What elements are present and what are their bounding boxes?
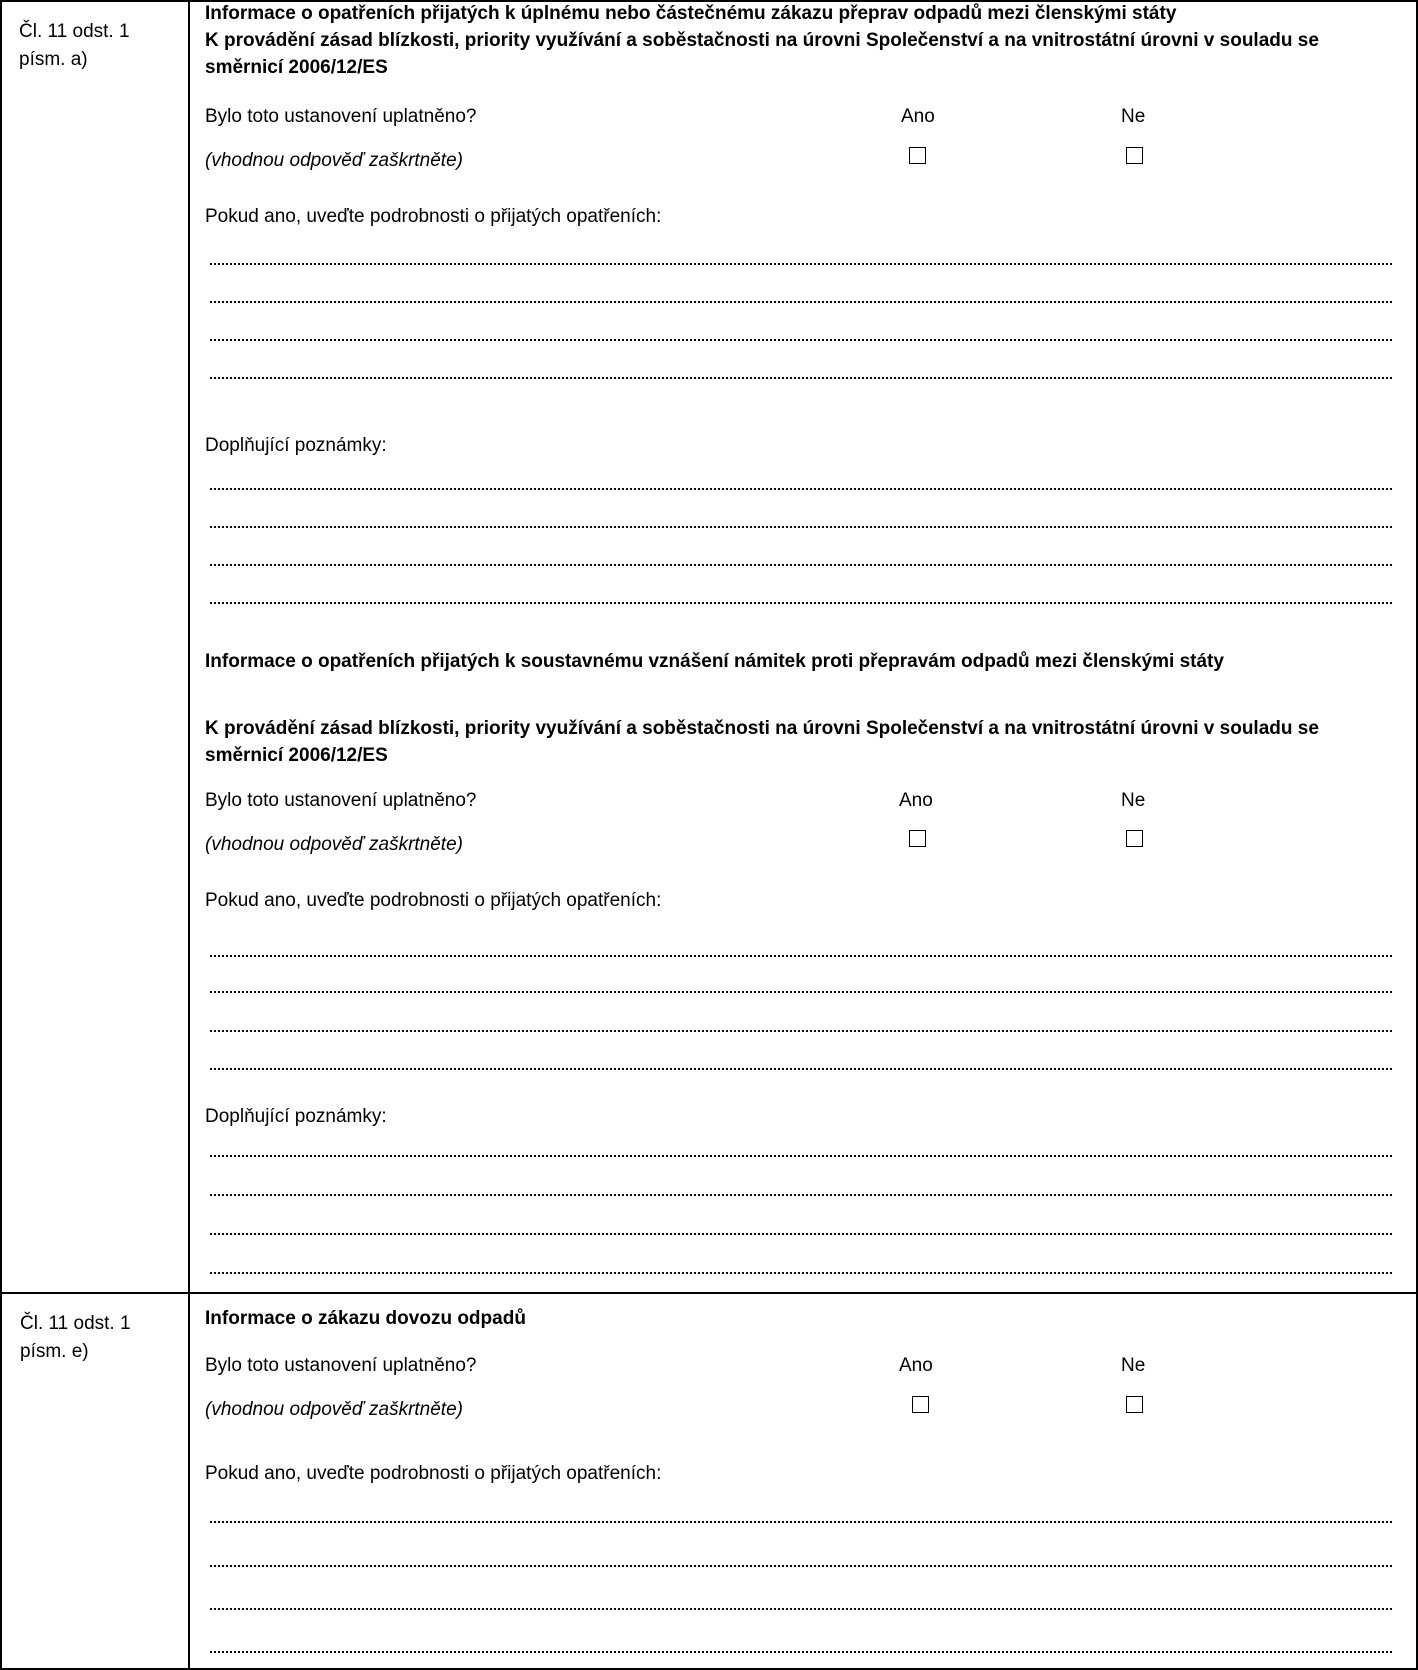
no-checkbox[interactable] bbox=[1126, 1396, 1143, 1413]
notes-label: Doplňující poznámky: bbox=[205, 1106, 387, 1127]
answer-hint: (vhodnou odpověď zaškrtněte) bbox=[205, 150, 463, 171]
applied-question: Bylo toto ustanovení uplatněno? bbox=[205, 1355, 477, 1376]
table-left-border bbox=[0, 0, 2, 1670]
article-reference-line: Čl. 11 odst. 1 bbox=[20, 1313, 131, 1334]
answer-hint: (vhodnou odpověď zaškrtněte) bbox=[205, 834, 463, 855]
section-heading: Informace o opatřeních přijatých k soustavnému vznášení námitek proti přepravám odpadů mezi členskými státy bbox=[205, 651, 1224, 672]
yes-checkbox[interactable] bbox=[912, 1396, 929, 1413]
details-answer-line[interactable] bbox=[210, 991, 1392, 993]
table-top-border bbox=[0, 0, 1418, 2]
section-subheading: K provádění zásad blízkosti, priority využívání a soběstačnosti na úrovni Společenství a na vnitrostátní úrovni v souladu se bbox=[205, 718, 1319, 739]
details-answer-line[interactable] bbox=[210, 1565, 1392, 1567]
notes-label: Doplňující poznámky: bbox=[205, 435, 387, 456]
details-label: Pokud ano, uveďte podrobnosti o přijatých opatřeních: bbox=[205, 1463, 662, 1484]
details-answer-line[interactable] bbox=[210, 1608, 1392, 1610]
row-separator bbox=[0, 1292, 1418, 1294]
details-answer-line[interactable] bbox=[210, 1521, 1392, 1523]
no-checkbox[interactable] bbox=[1126, 830, 1143, 847]
details-answer-line[interactable] bbox=[210, 1068, 1392, 1070]
details-answer-line[interactable] bbox=[210, 1651, 1392, 1653]
no-label: Ne bbox=[1121, 106, 1146, 127]
yes-checkbox[interactable] bbox=[909, 147, 926, 164]
details-answer-line[interactable] bbox=[210, 301, 1392, 303]
yes-label: Ano bbox=[901, 106, 935, 127]
article-reference-line: písm. e) bbox=[20, 1341, 89, 1362]
notes-answer-line[interactable] bbox=[210, 1194, 1392, 1196]
answer-hint: (vhodnou odpověď zaškrtněte) bbox=[205, 1399, 463, 1420]
applied-question: Bylo toto ustanovení uplatněno? bbox=[205, 790, 477, 811]
no-label: Ne bbox=[1121, 1355, 1146, 1376]
section-subheading: K provádění zásad blízkosti, priority využívání a soběstačnosti na úrovni Společenství a na vnitrostátní úrovni v souladu se bbox=[205, 30, 1319, 51]
notes-answer-line[interactable] bbox=[210, 1233, 1392, 1235]
yes-label: Ano bbox=[899, 1355, 933, 1376]
notes-answer-line[interactable] bbox=[210, 1155, 1392, 1157]
section-subheading: směrnicí 2006/12/ES bbox=[205, 745, 388, 766]
section-heading: Informace o opatřeních přijatých k úplnému nebo částečnému zákazu přeprav odpadů mezi členskými státy bbox=[205, 3, 1177, 24]
details-answer-line[interactable] bbox=[210, 377, 1392, 379]
yes-checkbox[interactable] bbox=[909, 830, 926, 847]
article-reference-line: Čl. 11 odst. 1 bbox=[19, 21, 130, 42]
notes-answer-line[interactable] bbox=[210, 564, 1392, 566]
no-label: Ne bbox=[1121, 790, 1146, 811]
notes-answer-line[interactable] bbox=[210, 488, 1392, 490]
section-subheading: směrnicí 2006/12/ES bbox=[205, 57, 388, 78]
applied-question: Bylo toto ustanovení uplatněno? bbox=[205, 106, 477, 127]
article-reference-line: písm. a) bbox=[19, 49, 88, 70]
column-separator bbox=[188, 0, 190, 1670]
notes-answer-line[interactable] bbox=[210, 526, 1392, 528]
notes-answer-line[interactable] bbox=[210, 1272, 1392, 1274]
notes-answer-line[interactable] bbox=[210, 602, 1392, 604]
details-answer-line[interactable] bbox=[210, 1030, 1392, 1032]
details-answer-line[interactable] bbox=[210, 263, 1392, 265]
details-label: Pokud ano, uveďte podrobnosti o přijatých opatřeních: bbox=[205, 206, 662, 227]
details-answer-line[interactable] bbox=[210, 339, 1392, 341]
details-answer-line[interactable] bbox=[210, 955, 1392, 957]
yes-label: Ano bbox=[899, 790, 933, 811]
details-label: Pokud ano, uveďte podrobnosti o přijatých opatřeních: bbox=[205, 890, 662, 911]
section-heading: Informace o zákazu dovozu odpadů bbox=[205, 1308, 526, 1329]
no-checkbox[interactable] bbox=[1126, 147, 1143, 164]
